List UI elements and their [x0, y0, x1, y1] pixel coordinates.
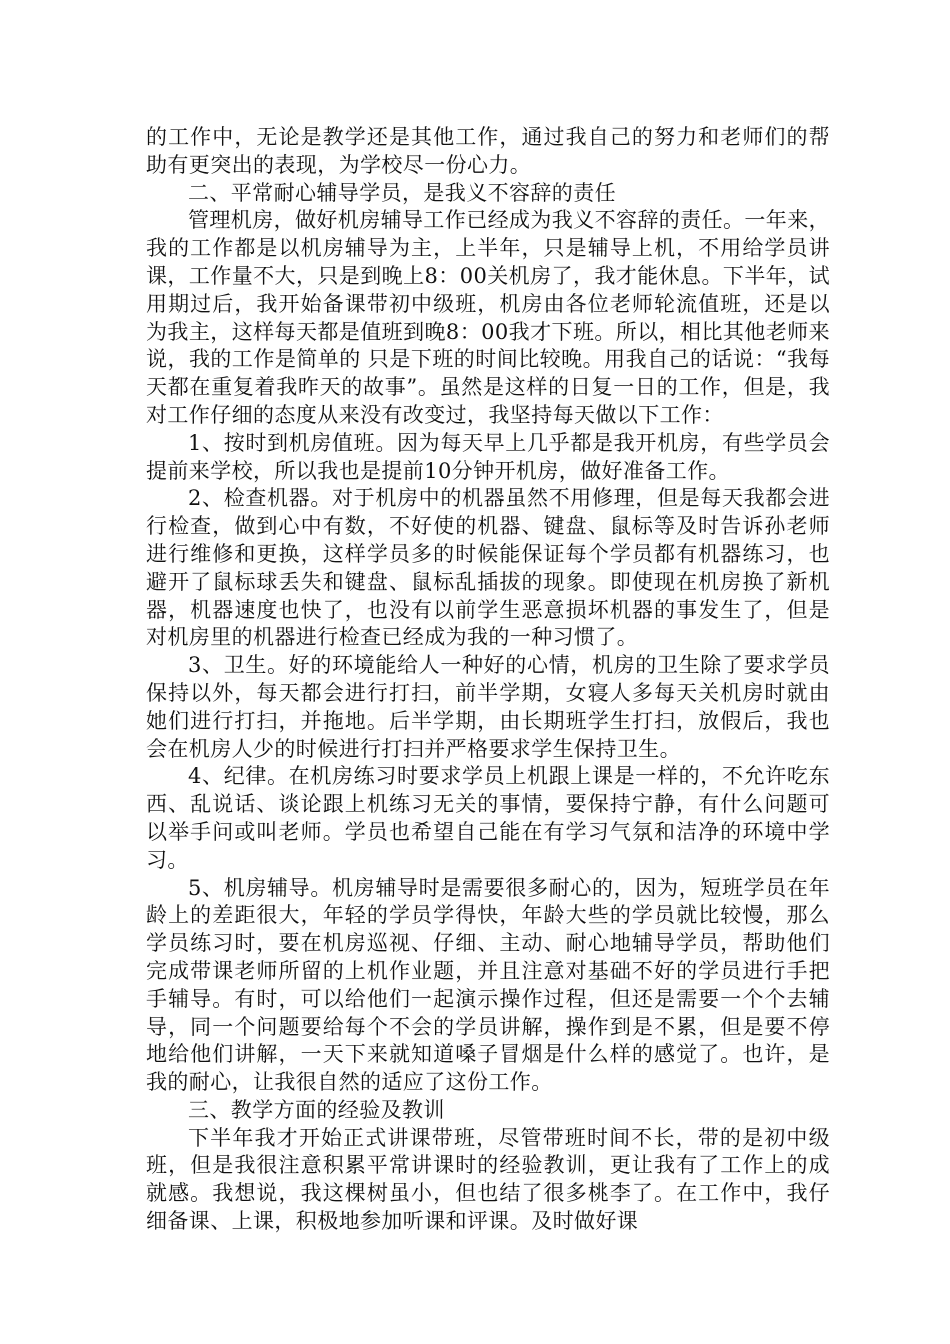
paragraph-continuation: 的工作中，无论是教学还是其他工作，通过我自己的努力和老师们的帮助有更突出的表现，为学校尽一份心力。	[146, 125, 830, 177]
list-item-duty: 1、按时到机房值班。因为每天早上几乎都是我开机房，有些学员会提前来学校，所以我也是提前10分钟开机房，做好准备工作。	[146, 430, 830, 483]
document-body	[146, 124, 830, 1236]
list-item-hygiene: 3、卫生。好的环境能给人一种好的心情，机房的卫生除了要求学员保持以外，每天都会进行打扫，前半学期，女寝人多每天关机房时就由她们进行打扫，并拖地。后半学期，由长期班学生打扫，放假后，我也会在机房人少的时候进行打扫并严格要求学生保持卫生。	[146, 653, 830, 761]
section-heading-3: 三、教学方面的经验及教训	[188, 1097, 445, 1122]
paragraph-teaching: 下半年我才开始正式讲课带班，尽管带班时间不长，带的是初中级班，但是我很注意积累平常讲课时的经验教训，更让我有了工作上的成就感。我想说，我这棵树虽小，但也结了很多桃李了。在工作中，我仔细备课、上课，积极地参加听课和评课。及时做好课	[146, 1125, 830, 1234]
paragraph-lab-management: 管理机房，做好机房辅导工作已经成为我义不容辞的责任。一年来，我的工作都是以机房辅导为主，上半年，只是辅导上机，不用给学员讲课，工作量不大，只是到晚上8：00关机房了，我才能休息。下半年，试用期过后，我开始备课带初中级班，机房由各位老师轮流值班，还是以为我主，这样每天都是值班到晚8：00我才下班。所以，相比其他老师来说，我的工作是简单的 只是下班的时间比较晚。用我自己的话说：“我每天都在重复着我昨天的故事”。虽然是这样的日复一日的工作，但是，我对工作仔细的态度从来没有改变过，我坚持每天做以下工作：	[146, 208, 830, 427]
list-item-inspection: 2、检查机器。对于机房中的机器虽然不用修理，但是每天我都会进行检查，做到心中有数，不好使的机器、键盘、鼠标等及时告诉孙老师进行维修和更换，这样学员多的时候能保证每个学员都有机器练习，也避开了鼠标球丢失和键盘、鼠标乱插拔的现象。即使现在机房换了新机器，机器速度也快了，也没有以前学生恶意损坏机器的事发生了，但是对机房里的机器进行检查已经成为我的一种习惯了。	[146, 486, 830, 650]
section-heading-2: 二、平常耐心辅导学员，是我义不容辞的责任	[188, 180, 616, 205]
list-item-discipline: 4、纪律。在机房练习时要求学员上机跟上课是一样的，不允许吃东西、乱说话、谈论跟上机练习无关的事情，要保持宁静，有什么问题可以举手问或叫老师。学员也希望自己能在有学习气氛和洁净的环境中学习。	[146, 764, 830, 872]
list-item-tutoring: 5、机房辅导。机房辅导时是需要很多耐心的，因为，短班学员在年龄上的差距很大，年轻的学员学得快，年龄大些的学员就比较慢，那么学员练习时，要在机房巡视、仔细、主动、耐心地辅导学员，帮助他们完成带课老师所留的上机作业题，并且注意对基础不好的学员进行手把手辅导。有时，可以给他们一起演示操作过程，但还是需要一个个去辅导，同一个问题要给每个不会的学员讲解，操作到是不累，但是要不停地给他们讲解，一天下来就知道嗓子冒烟是什么样的感觉了。也许，是我的耐心，让我很自然的适应了这份工作。	[146, 875, 830, 1095]
